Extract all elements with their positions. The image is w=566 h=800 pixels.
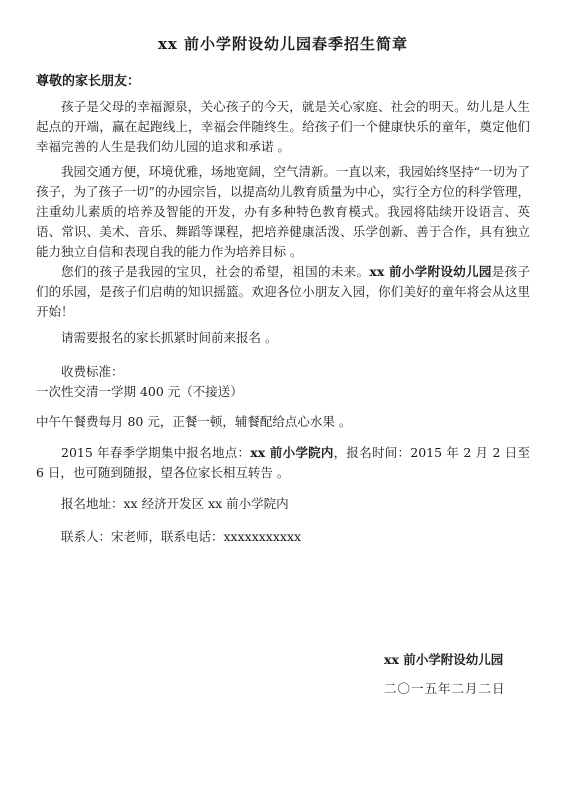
signature-name: xx 前小学附设幼儿园 [384,652,504,667]
registration-location-bold: xx 前小学院内 [250,445,334,460]
paragraph-welcome-end: 是孩子们的乐园，是孩子们启萌的知识摇篮。欢迎各位小朋友入园，你们美好的童年将会从这里开始！ [36,264,530,319]
registration-address: 报名地址：xx 经济开发区 xx 前小学院内 [61,496,289,511]
paragraph-welcome [36,262,530,322]
registration-location-label: 2015 年春季学期集中报名地点： [61,445,251,460]
greeting: 尊敬的家长朋友： [36,74,141,89]
paragraph-welcome-start: 您们的孩子是我园的宝贝，社会的希望，祖国的未来。 [61,264,370,279]
fee-item-tuition: 一次性交清一学期 400 元（不接送） [36,384,243,399]
fee-heading: 收费标准： [61,364,124,379]
registration-info [36,443,530,483]
paragraph-intro: 孩子是父母的幸福源泉，关心孩子的今天，就是关心家庭、社会的明天。幼儿是人生起点的开端，赢在起跑线上，幸福会伴随终生。给孩子们一个健康快乐的童年，奠定他们幸福完善的人生是我们幼儿园的追求和承诺 。 [36,99,530,154]
fee-item-lunch: 中午午餐费每月 80 元，正餐一顿，辅餐配给点心水果 。 [36,414,352,429]
contact-info: 联系人：宋老师，联系电话：xxxxxxxxxxx [61,529,302,544]
document-title: xx 前小学附设幼儿园春季招生简章 [157,35,409,53]
registration-time: ，报名时间：2015 年 2 月 2 日至 6 日，也可随到随报，望各位家长相互转告 。 [36,445,530,480]
signature-date: 二〇一五年二月二日 [384,681,506,696]
apply-note: 请需要报名的家长抓紧时间前来报名 。 [61,330,278,345]
kindergarten-name-bold: xx 前小学附设幼儿园 [369,264,492,279]
paragraph-facilities: 我园交通方便，环境优雅，场地宽阔，空气清新。一直以来，我园始终坚持“一切为了孩子，为了孩子一切”的办园宗旨，以提高幼儿教育质量为中心，实行全方位的科学管理，注重幼儿素质的培养及智能的开发，办有多种特色教育模式。我园将陆续开设语言、英语、常识、美术、音乐、舞蹈等课程，把培养健康活泼、乐学创新、善于合作，具有独立能力独立自信和表现自我的能力作为培养目标 。 [36,164,530,259]
